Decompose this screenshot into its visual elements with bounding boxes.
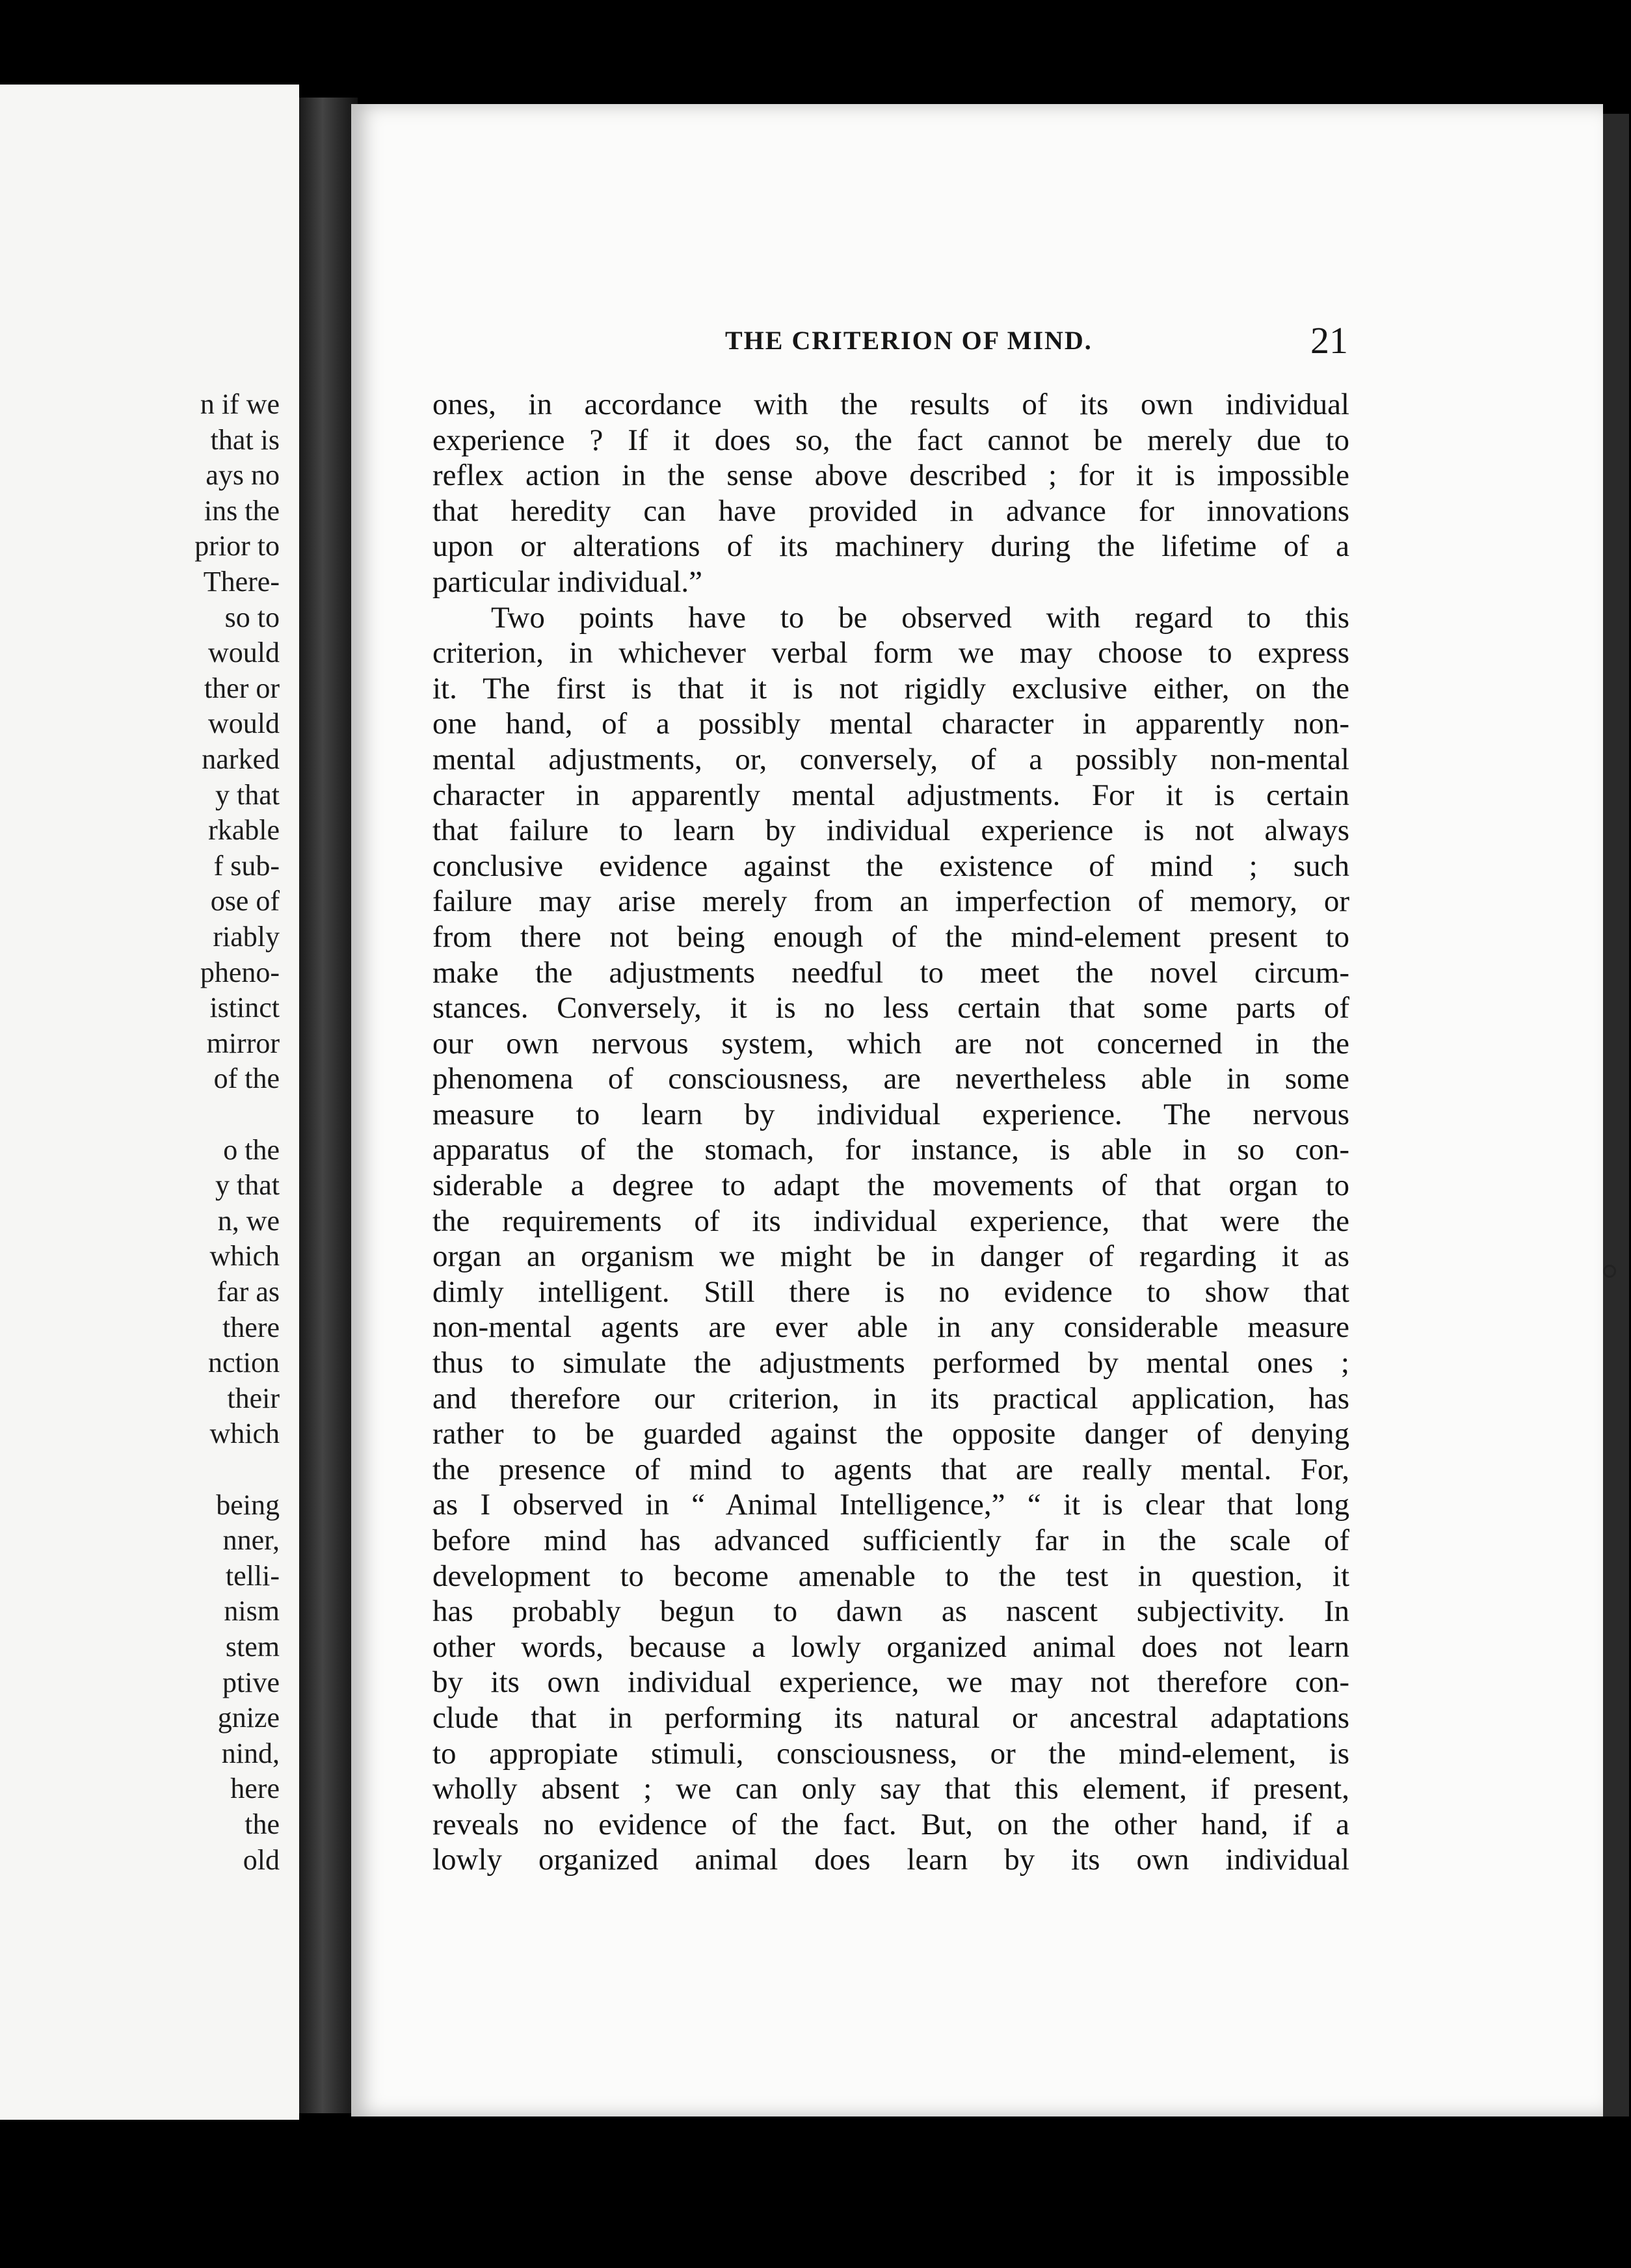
left-page-line-fragment: istinct: [209, 992, 280, 1024]
text-line: siderable a degree to adapt the movements of that organ to: [432, 1168, 1349, 1203]
text-line: thus to simulate the adjustments performed by mental ones ;: [432, 1346, 1349, 1380]
text-line: measure to learn by individual experience. The nervous: [432, 1097, 1349, 1131]
left-page-line-fragment: prior to: [194, 530, 280, 562]
left-page-line-fragment: ays no: [206, 459, 280, 492]
left-page-line-fragment: so to: [224, 601, 280, 633]
text-line: and therefore our criterion, in its practical application, has: [432, 1381, 1349, 1416]
text-line: make the adjustments needful to meet the novel circum-: [432, 955, 1349, 990]
scan-artifact-mark: [1603, 1265, 1616, 1278]
left-page-line-fragment: nind,: [221, 1737, 280, 1769]
left-page-line-fragment: stem: [225, 1631, 280, 1663]
left-page-line-fragment: far as: [217, 1276, 280, 1308]
text-line: from there not being enough of the mind-element present to: [432, 919, 1349, 954]
left-page-line-fragment: would: [208, 637, 280, 669]
text-line: particular individual.”: [432, 564, 703, 599]
text-line: it. The first is that it is not rigidly exclusive either, on the: [432, 671, 1349, 705]
text-line: reflex action in the sense above described ; for it is impossible: [432, 458, 1349, 493]
left-page-line-fragment: of the: [213, 1062, 280, 1095]
text-line: ones, in accordance with the results of its own individual: [432, 388, 1349, 421]
left-page-line-fragment: narked: [202, 743, 280, 775]
left-page-line-fragment: which: [209, 1418, 280, 1450]
left-page-line-fragment: their: [227, 1382, 280, 1414]
text-line: phenomena of consciousness, are nevertheless able in some: [432, 1062, 1349, 1096]
book-binding-gutter: [299, 98, 358, 2113]
page-edge-shadow: [1603, 114, 1629, 2116]
left-page-line-fragment: ose of: [210, 885, 280, 917]
left-page-line-fragment: telli-: [225, 1559, 280, 1592]
text-line: as I observed in “ Animal Intelligence,” “ it is clear that long: [432, 1488, 1349, 1522]
left-page-line-fragment: y that: [215, 1169, 280, 1202]
text-line: lowly organized animal does learn by its own individual: [432, 1843, 1349, 1877]
text-line: one hand, of a possibly mental character in apparently non-: [432, 707, 1349, 741]
left-page-line-fragment: pheno-: [200, 956, 280, 988]
text-line: our own nervous system, which are not concerned in the: [432, 1026, 1349, 1061]
body-text: [432, 387, 1349, 1878]
text-line: clude that in performing its natural or ancestral adaptations: [432, 1700, 1349, 1735]
text-line: wholly absent ; we can only say that this element, if present,: [432, 1772, 1349, 1806]
left-page-line-fragment: ins the: [204, 494, 280, 527]
left-page-line-fragment: riably: [213, 921, 280, 953]
text-line: upon or alterations of its machinery during the lifetime of a: [432, 529, 1349, 564]
text-line: that heredity can have provided in advance for innovations: [432, 494, 1349, 528]
text-line: before mind has advanced sufficiently far in the scale of: [432, 1523, 1349, 1557]
text-line: apparatus of the stomach, for instance, is able in so con-: [432, 1133, 1349, 1167]
left-page-line-fragment: nction: [208, 1347, 280, 1379]
text-line: stances. Conversely, it is no less certain that some parts of: [432, 991, 1349, 1025]
text-line: mental adjustments, or, conversely, of a possibly non-mental: [432, 742, 1349, 776]
left-page-line-fragment: ther or: [204, 672, 280, 704]
left-page-line-fragment: gnize: [217, 1702, 280, 1734]
text-line: rather to be guarded against the opposite danger of denying: [432, 1417, 1349, 1451]
left-page-line-fragment: o the: [223, 1133, 280, 1166]
text-line: conclusive evidence against the existence of mind ; such: [432, 849, 1349, 883]
text-line: other words, because a lowly organized animal does not learn: [432, 1629, 1349, 1664]
text-line: reveals no evidence of the fact. But, on the other hand, if a: [432, 1807, 1349, 1841]
text-line: development to become amenable to the test in question, it: [432, 1559, 1349, 1593]
text-line: organ an organism we might be in danger of regarding it as: [432, 1239, 1349, 1274]
left-page-line-fragment: n if we: [200, 388, 280, 420]
left-page-line-fragment: mirror: [206, 1027, 280, 1059]
text-line: character in apparently mental adjustments. For it is certain: [432, 778, 1349, 812]
left-page-line-fragment: f sub-: [213, 849, 280, 882]
left-page-line-fragment: there: [222, 1311, 280, 1343]
left-page-line-fragment: y that: [215, 778, 280, 811]
left-page-line-fragment: old: [243, 1843, 280, 1876]
left-page-line-fragment: being: [216, 1488, 280, 1521]
page-number: 21: [1310, 319, 1348, 362]
left-page-line-fragment: which: [209, 1240, 280, 1272]
left-page-line-fragment: ptive: [222, 1666, 280, 1698]
text-line: experience ? If it does so, the fact cannot be merely due to: [432, 423, 1349, 457]
text-line: has probably begun to dawn as nascent subjectivity. In: [432, 1594, 1349, 1629]
text-line: the presence of mind to agents that are really mental. For,: [432, 1452, 1349, 1486]
left-page-line-fragment: would: [208, 707, 280, 740]
text-line: by its own individual experience, we may not therefore con-: [432, 1665, 1349, 1700]
left-page-line-fragment: here: [230, 1773, 280, 1805]
left-page-line-fragment: the: [245, 1808, 280, 1840]
left-page-line-fragment: n, we: [217, 1204, 280, 1237]
left-facing-page: [0, 85, 299, 2120]
running-header: THE CRITERION OF MIND.: [725, 326, 1093, 355]
left-page-line-fragment: that is: [210, 423, 280, 456]
text-line: criterion, in whichever verbal form we may choose to express: [432, 636, 1349, 670]
text-line: that failure to learn by individual experience is not always: [432, 813, 1349, 848]
text-line: dimly intelligent. Still there is no evidence to show that: [432, 1274, 1349, 1309]
text-line: non-mental agents are ever able in any considerable measure: [432, 1310, 1349, 1345]
text-line: to appropiate stimuli, consciousness, or the mind-element, is: [432, 1736, 1349, 1771]
text-line: Two points have to be observed with regard to this: [491, 600, 1349, 635]
left-page-line-fragment: nism: [224, 1595, 280, 1628]
left-page-line-fragment: rkable: [208, 814, 280, 847]
text-line: failure may arise merely from an imperfection of memory, or: [432, 884, 1349, 919]
text-line: the requirements of its individual experience, that were the: [432, 1204, 1349, 1238]
left-page-line-fragment: There-: [203, 566, 280, 598]
left-page-line-fragment: nner,: [222, 1524, 280, 1557]
